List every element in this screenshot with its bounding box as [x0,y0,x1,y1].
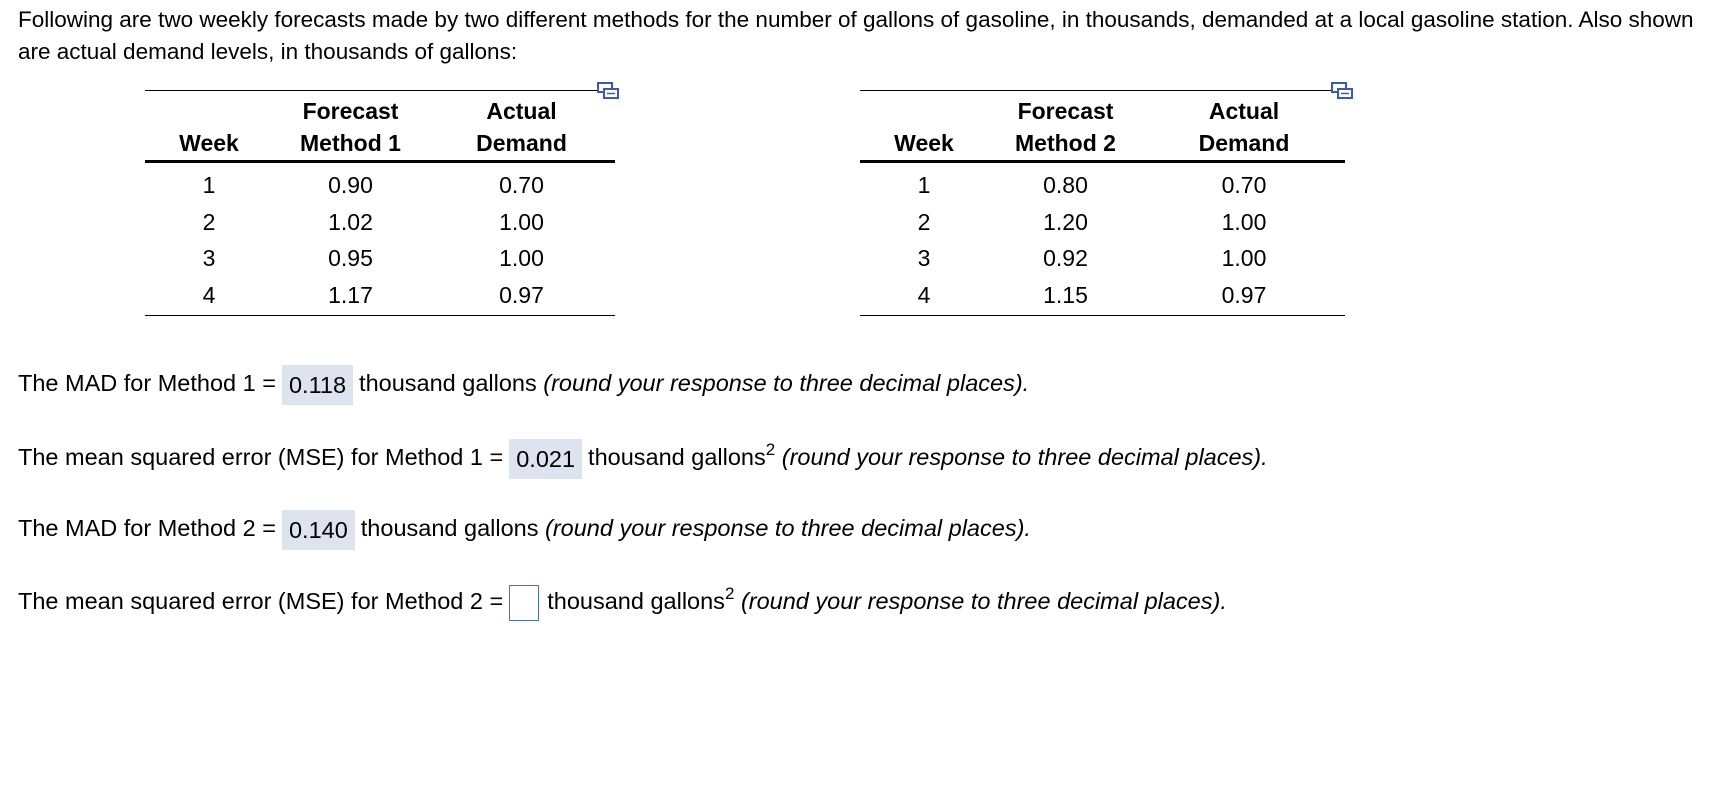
cell-actual: 0.70 [1221,172,1267,198]
cell-week: 3 [917,245,931,271]
question-prefix: The MAD for Method 2 = [18,515,276,541]
header-top-actual: Actual [428,91,615,128]
question-mse-method-2 [18,582,1227,621]
cell-actual: 0.97 [1143,277,1345,316]
table-row [860,277,1345,316]
answer-mad-method-2[interactable]: 0.140 [282,510,355,550]
question-prefix: The mean squared error (MSE) for Method 1 = [18,444,504,470]
table-method-2-container [860,90,1345,316]
cell-actual: 1.00 [499,245,544,271]
rounding-hint: (round your response to three decimal places). [781,444,1268,470]
cell-forecast: 0.92 [1043,245,1088,271]
table-row [860,240,1345,277]
question-unit: thousand gallons [360,515,539,541]
header-actual-demand: Demand [1143,127,1345,162]
header-top-week [860,91,988,128]
problem-intro: Following are two weekly forecasts made by two different methods for the number of gallons of gasoline, in thousands, demanded at a local gasoline station. Also shown are actual demand levels, in thousands of gallons: [18,7,1694,64]
question-unit: thousand gallons [359,370,537,396]
table-row [860,162,1345,204]
cell-week: 2 [917,208,931,235]
header-top-forecast: Forecast [273,91,428,128]
cell-actual: 1.00 [1221,208,1267,235]
question-mad-method-1 [18,364,1029,405]
table-row [145,204,615,241]
answer-mse-method-1[interactable]: 0.021 [509,439,582,479]
header-forecast-method: Method 1 [273,127,428,162]
question-mse-method-1 [18,438,1268,479]
cell-actual: 0.70 [499,172,544,198]
header-top-actual: Actual [1143,91,1345,128]
cell-forecast: 1.20 [1043,208,1088,235]
unit-exponent: 2 [724,584,735,603]
forecast-table-method-2 [860,90,1345,316]
cell-week: 1 [202,172,216,198]
cell-week: 1 [917,172,931,198]
cell-week: 3 [202,245,216,271]
header-top-week [145,91,273,128]
answer-mad-method-1[interactable]: 0.118 [282,365,353,405]
header-week: Week [860,127,988,162]
rounding-hint: (round your response to three decimal places). [740,588,1227,614]
header-forecast-method: Method 2 [988,127,1143,162]
question-prefix: The MAD for Method 1 = [18,370,276,396]
forecast-table-method-1 [145,90,615,316]
cell-forecast: 0.95 [328,245,373,271]
cell-forecast: 0.80 [1043,172,1088,198]
cell-forecast: 1.17 [273,277,428,316]
table-method-1-container [145,90,615,316]
rounding-hint: (round your response to three decimal places). [545,515,1031,541]
answer-input-mse-method-2[interactable] [509,585,539,621]
table-row [860,204,1345,241]
question-prefix: The mean squared error (MSE) for Method 2 = [18,588,504,614]
rounding-hint: (round your response to three decimal places). [543,370,1030,396]
cell-actual: 0.97 [428,277,615,316]
question-unit: thousand gallons [547,588,725,614]
cell-forecast: 0.90 [328,172,373,198]
table-row [145,277,615,316]
copy-table-icon[interactable] [597,82,619,100]
question-mad-method-2 [18,509,1031,550]
cell-week: 2 [202,208,216,235]
header-actual-demand: Demand [428,127,615,162]
cell-actual: 1.00 [499,208,544,235]
question-unit: thousand gallons [588,444,766,470]
table-row [145,240,615,277]
cell-week: 4 [145,277,273,316]
header-top-forecast: Forecast [988,91,1143,128]
unit-exponent: 2 [765,440,776,459]
cell-actual: 1.00 [1221,245,1267,271]
cell-week: 4 [860,277,988,316]
table-row [145,162,615,204]
cell-forecast: 1.02 [328,208,373,235]
cell-forecast: 1.15 [988,277,1143,316]
header-week: Week [145,127,273,162]
copy-table-icon[interactable] [1331,82,1353,100]
